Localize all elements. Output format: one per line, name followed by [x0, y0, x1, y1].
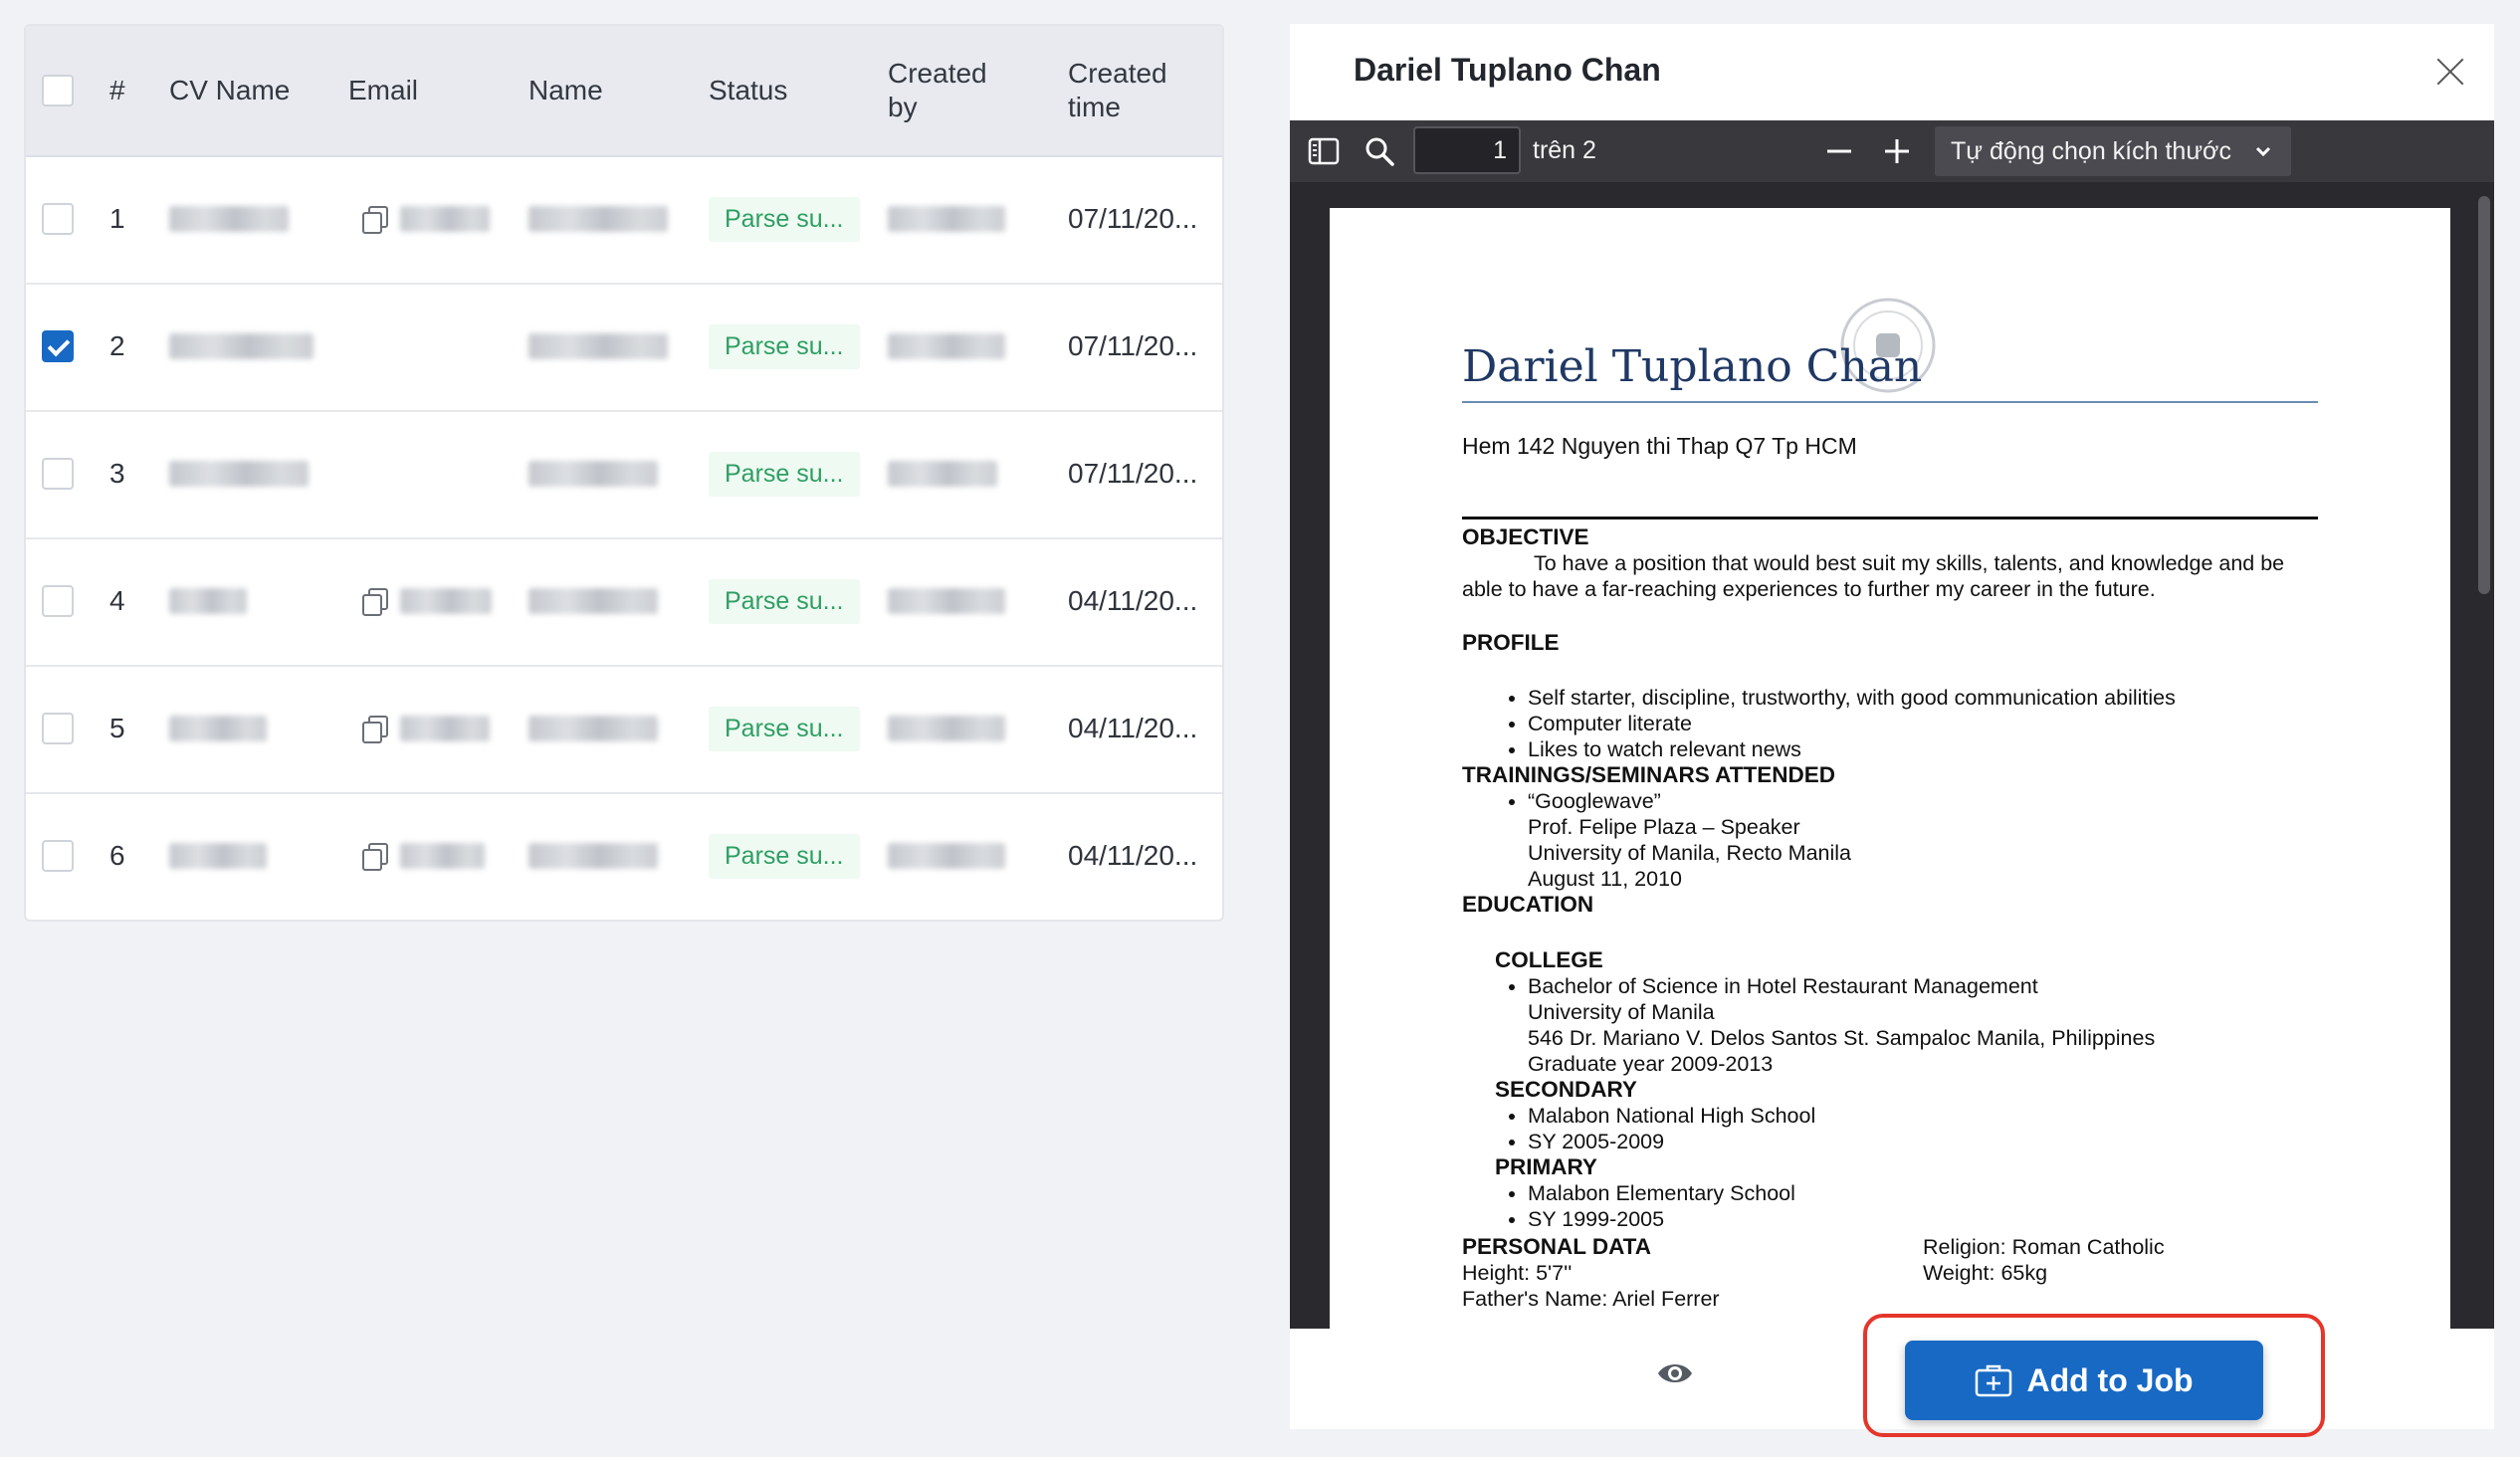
training-list [1462, 788, 2318, 892]
row-checkbox[interactable] [42, 713, 74, 744]
search-icon[interactable] [1360, 129, 1399, 173]
cv-name-cell[interactable] [169, 792, 267, 920]
cv-list-item: • “Googlewave” [1528, 788, 2318, 814]
cv-preview-drawer [1290, 24, 2494, 1429]
col-email[interactable]: Email [348, 75, 419, 105]
college-heading: COLLEGE [1495, 947, 1603, 972]
drawer-footer [1290, 1329, 2494, 1429]
cv-address: Hem 142 Nguyen thi Thap Q7 Tp HCM [1462, 433, 1857, 459]
col-name[interactable]: Name [528, 75, 603, 105]
objective-heading: OBJECTIVE [1462, 524, 1589, 549]
created-time-cell: 04/11/20... [1068, 585, 1198, 616]
copy-icon[interactable] [362, 843, 386, 869]
zoom-out-icon[interactable] [1819, 129, 1859, 173]
row-index: 3 [109, 458, 125, 489]
name-cell [528, 155, 668, 283]
cv-name-cell[interactable] [169, 283, 314, 410]
row-index: 4 [109, 585, 125, 616]
created-by-cell [888, 410, 997, 537]
table-row[interactable] [26, 537, 1222, 667]
weight: Weight: 65kg [1923, 1261, 2048, 1285]
row-index: 6 [109, 840, 125, 871]
trainings-heading: TRAININGS/SEMINARS ATTENDED [1462, 762, 1836, 787]
name-cell [528, 665, 658, 792]
zoom-in-icon[interactable] [1877, 129, 1917, 173]
page-total-label: trên 2 [1533, 136, 1596, 164]
cv-name-cell[interactable] [169, 155, 289, 283]
cv-name: Dariel Tuplano Chan [1462, 341, 1923, 392]
cv-list-item: • SY 1999-2005 [1528, 1206, 2318, 1232]
pdf-page [1330, 208, 2450, 1329]
primary-list [1462, 1180, 2318, 1232]
cv-list-item: • Malabon National High School [1528, 1103, 2318, 1129]
secondary-heading: SECONDARY [1495, 1077, 1637, 1102]
cv-divider [1462, 517, 2318, 520]
cv-list-item: Graduate year 2009-2013 [1528, 1052, 1774, 1076]
status-cell [709, 410, 860, 537]
status-badge: Parse su... [709, 834, 860, 879]
drawer-title: Dariel Tuplano Chan [1354, 52, 1661, 88]
cv-name-cell[interactable] [169, 665, 267, 792]
height: Height: 5'7'' [1462, 1261, 1573, 1285]
zoom-select[interactable] [1935, 126, 2291, 176]
status-badge: Parse su... [709, 579, 860, 624]
email-cell [362, 537, 492, 665]
email-cell [362, 155, 490, 283]
add-to-job-label: Add to Job [2026, 1361, 2194, 1398]
email-cell [362, 665, 490, 792]
sidebar-toggle-icon[interactable] [1304, 129, 1344, 173]
religion: Religion: Roman Catholic [1923, 1235, 2165, 1259]
name-cell [528, 410, 658, 537]
created-time-cell: 07/11/20... [1068, 203, 1198, 234]
col-cv-name[interactable]: CV Name [169, 75, 291, 105]
cv-list-item: University of Manila [1528, 1000, 1715, 1024]
cv-list-item: • Bachelor of Science in Hotel Restaurant Management [1528, 973, 2318, 999]
cv-list-item: • Computer literate [1528, 711, 2318, 736]
personal-data-heading: PERSONAL DATA [1462, 1234, 1652, 1259]
cv-list-item: • SY 2005-2009 [1528, 1129, 2318, 1154]
eye-icon[interactable] [1656, 1358, 1694, 1388]
status-cell [709, 792, 860, 920]
cv-list-item: • Self starter, discipline, trustworthy, with good communication abilities [1528, 685, 2318, 711]
copy-icon[interactable] [362, 716, 386, 741]
row-checkbox[interactable] [42, 330, 74, 362]
created-by-cell [888, 665, 1005, 792]
col-status[interactable]: Status [709, 75, 788, 105]
secondary-list [1462, 1103, 2318, 1154]
name-cell [528, 283, 668, 410]
status-cell [709, 155, 860, 283]
chevron-down-icon [2253, 139, 2273, 168]
education-heading: EDUCATION [1462, 892, 1594, 917]
row-checkbox[interactable] [42, 203, 74, 235]
row-index: 5 [109, 713, 125, 743]
pdf-scrollbar[interactable] [2478, 196, 2490, 594]
add-to-job-button[interactable] [1905, 1341, 2263, 1420]
col-index: # [109, 75, 125, 105]
row-index: 2 [109, 330, 125, 361]
close-icon[interactable] [2434, 56, 2466, 88]
primary-heading: PRIMARY [1495, 1154, 1597, 1179]
cv-name-cell[interactable] [169, 410, 309, 537]
cv-list-item: University of Manila, Recto Manila [1528, 841, 1852, 865]
table-row[interactable] [26, 283, 1222, 412]
status-badge: Parse su... [709, 452, 860, 497]
status-badge: Parse su... [709, 324, 860, 369]
profile-heading: PROFILE [1462, 630, 1560, 655]
name-cell [528, 537, 658, 665]
row-checkbox[interactable] [42, 840, 74, 872]
created-by-cell [888, 283, 1005, 410]
status-cell [709, 283, 860, 410]
pdf-viewer[interactable] [1290, 182, 2494, 1329]
created-time-cell: 07/11/20... [1068, 330, 1198, 361]
select-all-checkbox[interactable] [42, 75, 74, 106]
briefcase-plus-icon [1975, 1363, 2012, 1397]
cv-list-item: Prof. Felipe Plaza – Speaker [1528, 815, 1800, 839]
objective-text: To have a position that would best suit my skills, talents, and knowledge and be able to have a far-reaching experiences to further my career in the future. [1462, 551, 2285, 601]
cv-list-item: 546 Dr. Mariano V. Delos Santos St. Sampaloc Manila, Philippines [1528, 1026, 2156, 1050]
created-by-cell [888, 155, 1005, 283]
cv-list-item: • Malabon Elementary School [1528, 1180, 2318, 1206]
table-row[interactable] [26, 792, 1222, 920]
row-index: 1 [109, 203, 125, 234]
table-header [26, 26, 1222, 157]
copy-icon[interactable] [362, 588, 386, 614]
cv-list-item: August 11, 2010 [1528, 867, 1683, 891]
table-row[interactable] [26, 665, 1222, 794]
page-number-input[interactable] [1413, 126, 1521, 174]
cv-table [24, 24, 1224, 922]
status-cell [709, 537, 860, 665]
created-by-cell [888, 792, 1005, 920]
pdf-toolbar [1290, 120, 2494, 182]
father-name: Father's Name: Ariel Ferrer [1462, 1287, 1720, 1311]
status-badge: Parse su... [709, 197, 860, 242]
status-badge: Parse su... [709, 707, 860, 751]
col-created-by[interactable]: Created by [888, 58, 987, 122]
email-cell [362, 792, 485, 920]
row-checkbox[interactable] [42, 458, 74, 490]
created-time-cell: 04/11/20... [1068, 713, 1198, 743]
row-checkbox[interactable] [42, 585, 74, 617]
created-time-cell: 07/11/20... [1068, 458, 1198, 489]
copy-icon[interactable] [362, 206, 386, 232]
cv-name-underline [1462, 401, 2318, 403]
table-row[interactable] [26, 410, 1222, 539]
name-cell [528, 792, 658, 920]
col-created-time[interactable]: Created time [1068, 58, 1167, 122]
cv-list-item: • Likes to watch relevant news [1528, 736, 2318, 762]
status-cell [709, 665, 860, 792]
table-row[interactable] [26, 155, 1222, 285]
college-list [1462, 973, 2318, 1077]
cv-body [1462, 524, 2318, 1312]
zoom-select-value: Tự động chọn kích thước [1951, 136, 2231, 165]
created-time-cell: 04/11/20... [1068, 840, 1198, 871]
cv-name-cell[interactable] [169, 537, 247, 665]
profile-list [1462, 685, 2318, 762]
created-by-cell [888, 537, 1005, 665]
